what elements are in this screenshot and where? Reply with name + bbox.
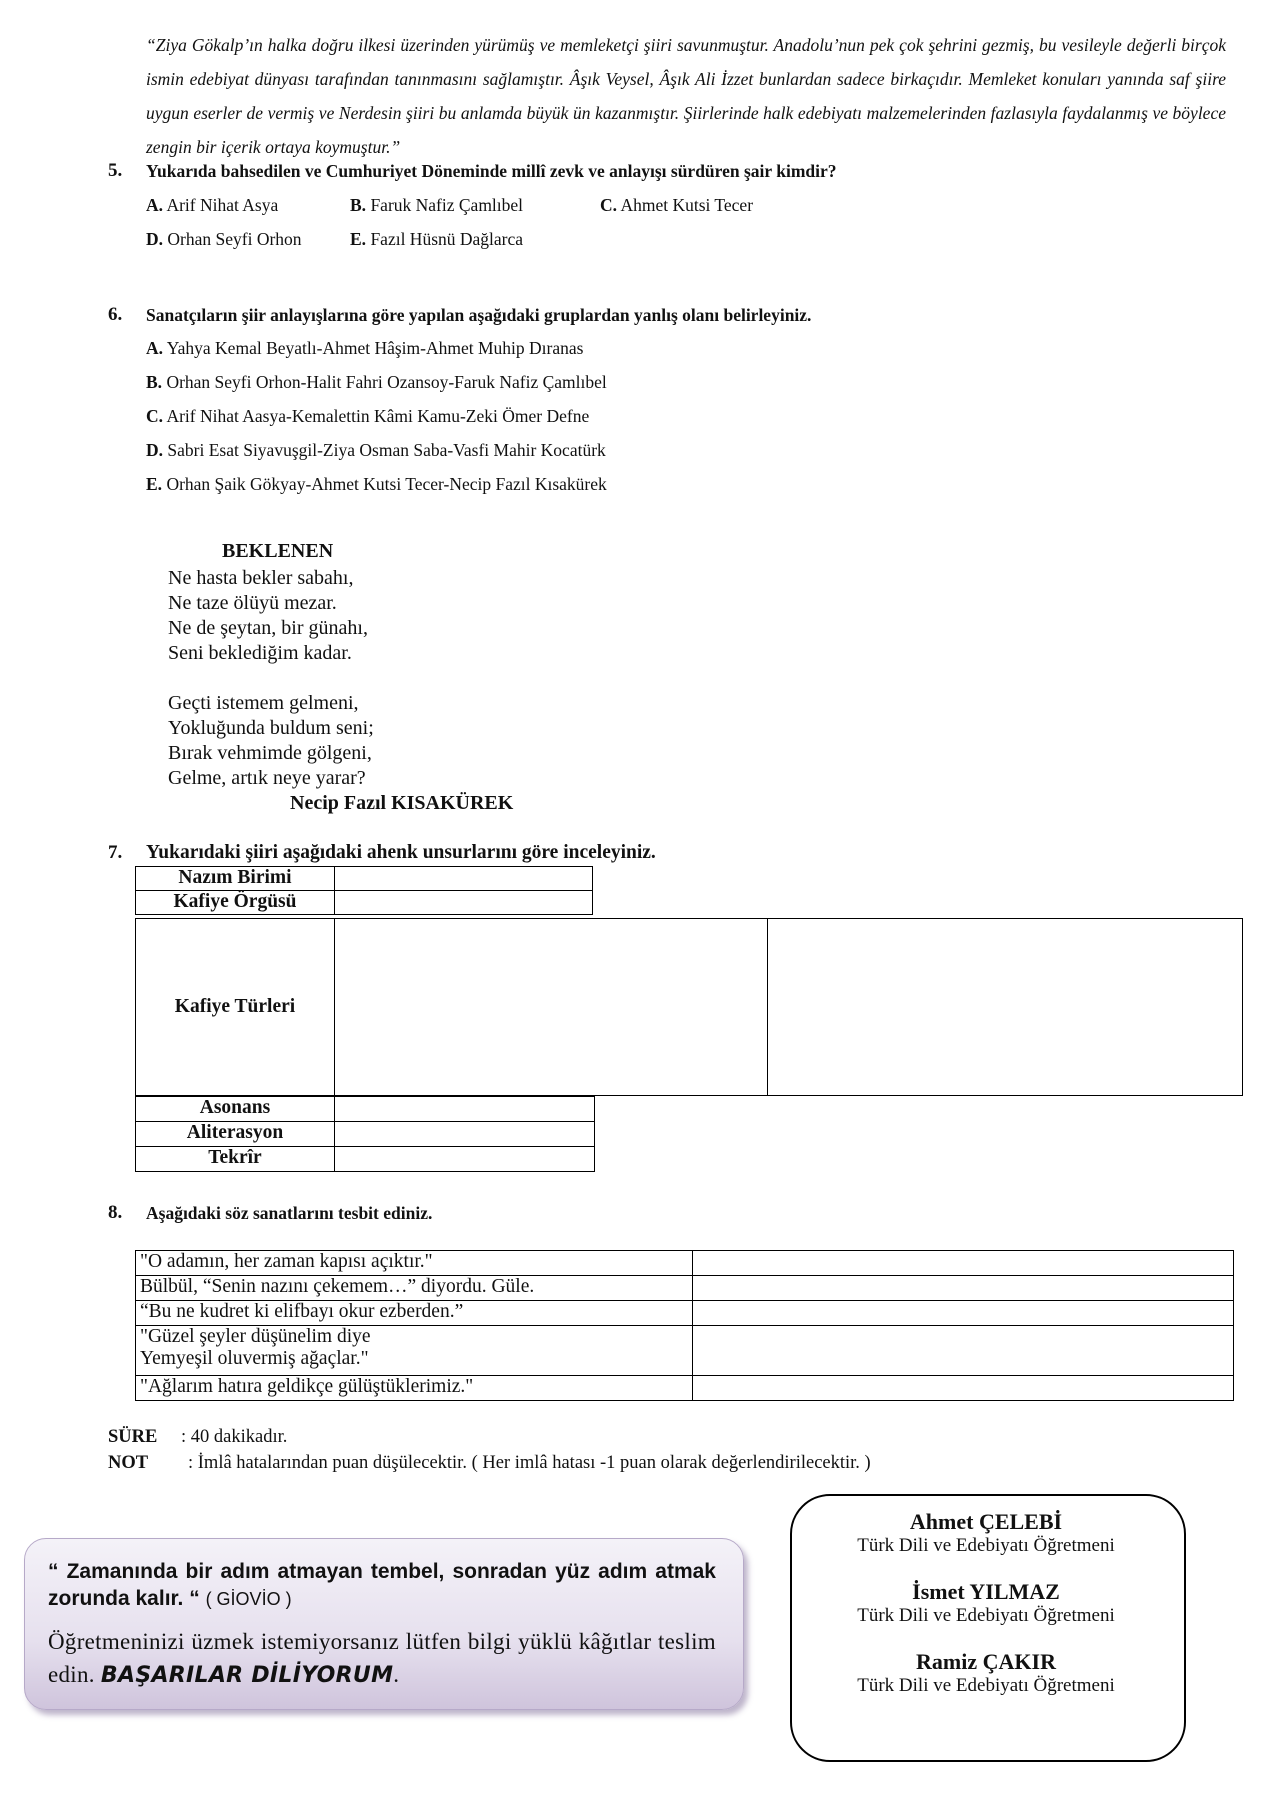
question-6-text: Sanatçıların şiir anlayışlarına göre yapılan aşağıdaki gruplardan yanlış olanı belirleyiniz. [146,305,812,325]
row-label-kafiye-orgusu: Kafiye Örgüsü [136,891,335,915]
answer-kafiye-turleri-1[interactable] [335,919,768,1096]
quote-end: . [393,1662,400,1687]
teacher-2 [790,1579,1182,1627]
figure-answer[interactable] [693,1301,1234,1326]
poem-line: Geçti istemem gelmeni, [168,692,359,714]
poem-line: Yokluğunda buldum seni; [168,717,374,739]
q5-option-a[interactable]: A. Arif Nihat Asya [146,195,279,215]
teacher-role: Türk Dili ve Edebiyatı Öğretmeni [857,1605,1115,1626]
row-label-tekrir: Tekrîr [136,1147,335,1172]
quote-sub-text: Öğretmeninizi üzmek istemiyorsanız lütfen bilgi yüklü kâğıtlar teslim edin. [48,1629,716,1687]
answer-nazim-birimi[interactable] [335,867,593,891]
row-label-asonans: Asonans [136,1097,335,1122]
figure-answer[interactable] [693,1276,1234,1301]
sure-label: SÜRE [108,1427,158,1447]
question-8-text: Aşağıdaki söz sanatlarını tesbit ediniz. [146,1203,433,1223]
q5-option-b[interactable]: B. Faruk Nafiz Çamlıbel [350,195,524,215]
poem-line: Ne taze ölüyü mezar. [168,592,337,614]
figure-item: “Bu ne kudret ki elifbayı okur ezberden.” [136,1301,693,1326]
figure-answer[interactable] [693,1326,1234,1376]
row-label-aliterasyon: Aliterasyon [136,1122,335,1147]
quote-main: “ Zamanında bir adım atmayan tembel, sonradan yüz adım atmak zorunda kalır. “ [48,1560,716,1610]
q5-option-d[interactable]: D. Orhan Seyfi Orhon [146,229,302,249]
question-7-number: 7. [108,842,123,863]
figure-item: "Ağlarım hatıra geldikçe gülüştüklerimiz." [136,1376,693,1401]
q6-option-d[interactable]: D. Sabri Esat Siyavuşgil-Ziya Osman Saba-Vasfi Mahir Kocatürk [146,440,606,460]
figure-answer[interactable] [693,1251,1234,1276]
teacher-3 [790,1649,1182,1697]
q6-option-c[interactable]: C. Arif Nihat Aasya-Kemalettin Kâmi Kamu-Zeki Ömer Defne [146,406,590,426]
figure-item [136,1326,693,1376]
answer-kafiye-turleri-2[interactable] [768,919,1243,1096]
question-6-number: 6. [108,304,123,325]
answer-kafiye-orgusu[interactable] [335,891,593,915]
teacher-role: Türk Dili ve Edebiyatı Öğretmeni [857,1535,1115,1556]
teacher-role: Türk Dili ve Edebiyatı Öğretmeni [857,1675,1115,1696]
q6-option-e[interactable]: E. Orhan Şaik Gökyay-Ahmet Kutsi Tecer-Necip Fazıl Kısakürek [146,474,607,494]
intro-paragraph: “Ziya Gökalp’ın halka doğru ilkesi üzerinden yürümüş ve memleketçi şiiri savunmuştur. Anadolu’nun pek çok şehrini gezmiş, bu vesileyle değerli birçok ismin edebiyat dünyası tarafından tanınmasını sağlamıştır. Âşık Veysel, Âşık Ali İzzet bunlardan sadece birkaçıdır. Memleket konuları yanında saf şiire uygun eserler de vermiş ve Nerdesin şiiri bu anlamda büyük ün kazanmıştır. Şiirlerinde halk edebiyatı malzemelerinden fazlasıyla faydalanmış ve böylece zengin bir içerik ortaya koymuştur.” [146,35,1226,157]
teacher-name: Ramiz ÇAKIR [916,1649,1056,1674]
rhyme-table-bottom [135,1096,595,1172]
poem-author: Necip Fazıl KISAKÜREK [290,792,514,814]
poem-line: Gelme, artık neye yarar? [168,767,366,789]
quote-cheer: BAŞARILAR DİLİYORUM [100,1663,394,1688]
q6-option-b[interactable]: B. Orhan Seyfi Orhon-Halit Fahri Ozansoy-Faruk Nafiz Çamlıbel [146,372,607,392]
rhyme-types-table [135,918,1243,1096]
not-value: : İmlâ hatalarından puan düşülecektir. ( Her imlâ hatası -1 puan olarak değerlendirilecektir. ) [188,1453,871,1473]
figure-answer[interactable] [693,1376,1234,1401]
not-label: NOT [108,1453,149,1473]
question-8-number: 8. [108,1202,123,1223]
question-5-number: 5. [108,160,123,181]
answer-tekrir[interactable] [335,1147,595,1172]
quote-text [48,1558,716,1613]
row-label-nazim-birimi: Nazım Birimi [136,867,335,891]
teacher-name: İsmet YILMAZ [912,1579,1060,1604]
figure-item: "O adamın, her zaman kapısı açıktır." [136,1251,693,1276]
row-label-kafiye-turleri: Kafiye Türleri [136,919,335,1096]
rhyme-table-top [135,866,593,915]
answer-asonans[interactable] [335,1097,595,1122]
question-7-text: Yukarıdaki şiiri aşağıdaki ahenk unsurlarını göre inceleyiniz. [146,842,656,863]
figure-item: Bülbül, “Senin nazını çekemem…” diyordu. Güle. [136,1276,693,1301]
q5-option-e[interactable]: E. Fazıl Hüsnü Dağlarca [350,229,524,249]
teacher-name: Ahmet ÇELEBİ [909,1509,1063,1534]
q6-option-a[interactable]: A. Yahya Kemal Beyatlı-Ahmet Hâşim-Ahmet Muhip Dıranas [146,338,584,358]
poem-line: Bırak vehmimde gölgeni, [168,742,372,764]
figures-of-speech-table [135,1250,1234,1401]
quote-sub [48,1625,716,1692]
poem-line: Ne de şeytan, bir günahı, [168,617,368,639]
figure-item-line: Yemyeşil oluvermiş ağaçlar." [140,1348,369,1369]
answer-aliterasyon[interactable] [335,1122,595,1147]
poem-line: Ne hasta bekler sabahı, [168,567,354,589]
teacher-1 [790,1509,1182,1557]
poem-body [168,566,374,791]
stanza-gap [168,666,374,691]
figure-item-line: "Güzel şeyler düşünelim diye [140,1326,371,1347]
q5-option-c[interactable]: C. Ahmet Kutsi Tecer [600,195,754,215]
poem-line: Seni beklediğim kadar. [168,642,352,664]
question-5-text: Yukarıda bahsedilen ve Cumhuriyet Döneminde millî zevk ve anlayışı sürdüren şair kimdir? [146,161,837,181]
sure-value: : 40 dakikadır. [181,1427,288,1447]
poem-title: BEKLENEN [222,540,334,562]
quote-author: ( GİOVİO ) [205,1589,292,1609]
